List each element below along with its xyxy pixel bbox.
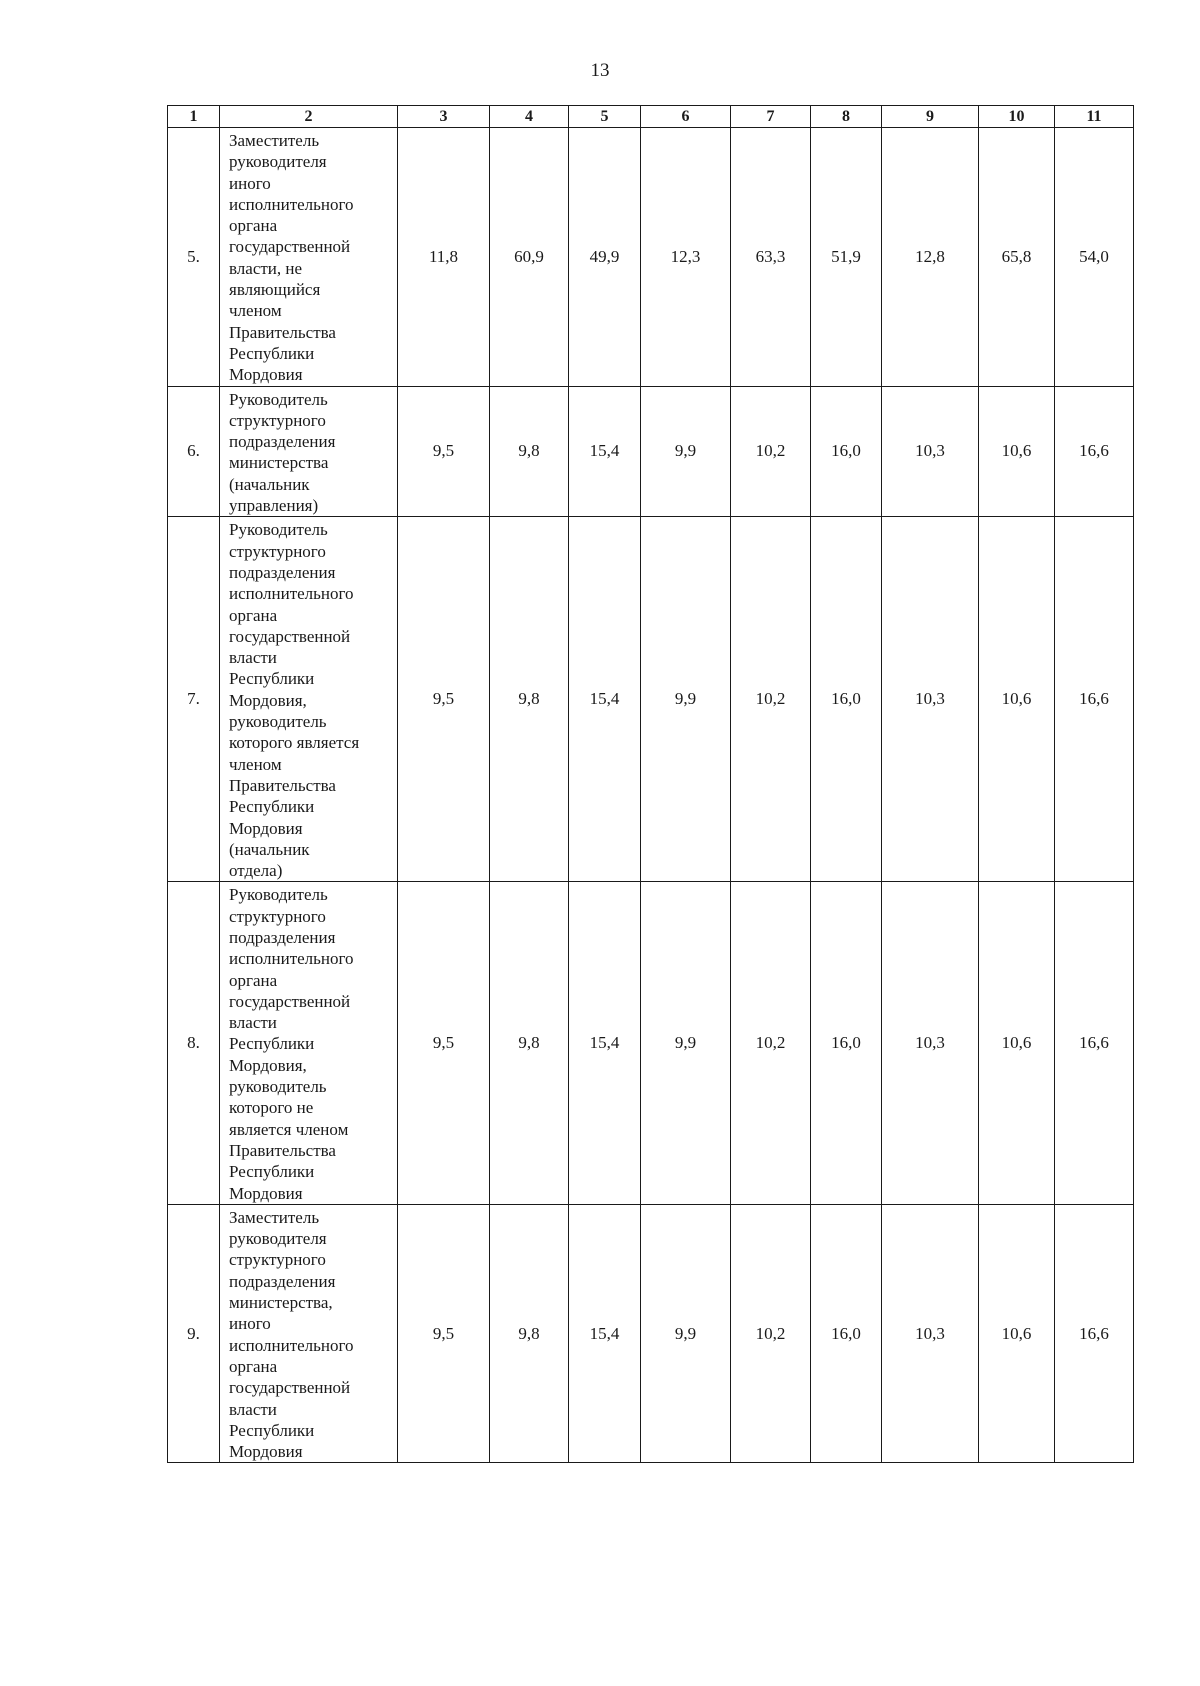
column-header: 10 <box>979 106 1055 128</box>
table-row <box>168 128 1134 387</box>
position-title-line: Правительства <box>229 322 336 342</box>
table-row <box>168 882 1134 1204</box>
position-title-line: Мордовия <box>229 365 303 385</box>
value-cell: 54,0 <box>1055 128 1134 387</box>
position-title-line: Республики <box>229 669 315 689</box>
position-title-line: руководителя <box>229 1229 327 1249</box>
column-header: 4 <box>490 106 569 128</box>
table-row <box>168 517 1134 882</box>
position-title-line: которого является <box>229 733 360 753</box>
position-title-line: структурного <box>229 541 326 561</box>
position-title-line: являющийся <box>229 280 321 300</box>
column-header: 8 <box>811 106 882 128</box>
value-cell: 10,2 <box>731 1204 811 1463</box>
value-cell: 16,6 <box>1055 517 1134 882</box>
value-cell: 9,5 <box>398 517 490 882</box>
position-title-line: Мордовия <box>229 1183 303 1203</box>
value-cell: 10,2 <box>731 386 811 517</box>
position-title-line: которого не <box>229 1098 314 1118</box>
value-cell: 9,9 <box>641 386 731 517</box>
position-title-line: Руководитель <box>229 885 328 905</box>
value-cell: 10,3 <box>882 517 979 882</box>
position-title-line: подразделения <box>229 1271 336 1291</box>
value-cell: 9,8 <box>490 1204 569 1463</box>
position-title-line: органа <box>229 605 278 625</box>
table-row <box>168 386 1134 517</box>
value-cell: 15,4 <box>569 386 641 517</box>
position-title-line: Республики <box>229 343 315 363</box>
value-cell: 16,6 <box>1055 882 1134 1204</box>
value-cell: 63,3 <box>731 128 811 387</box>
value-cell: 9,8 <box>490 517 569 882</box>
value-cell: 49,9 <box>569 128 641 387</box>
position-title-line: иного <box>229 173 271 193</box>
position-title-line: структурного <box>229 906 326 926</box>
position-title-line: государственной <box>229 237 351 257</box>
value-cell: 9,9 <box>641 517 731 882</box>
salary-table <box>167 105 1134 1463</box>
position-title <box>220 128 398 387</box>
position-title-line: руководитель <box>229 1077 327 1097</box>
row-number: 9. <box>168 1204 220 1463</box>
position-title-line: Руководитель <box>229 520 328 540</box>
position-title-line: Мордовия <box>229 1442 303 1462</box>
value-cell: 16,6 <box>1055 1204 1134 1463</box>
position-title-line: Правительства <box>229 1140 336 1160</box>
header-row <box>168 106 1134 128</box>
position-title-line: подразделения <box>229 432 336 452</box>
position-title-line: подразделения <box>229 562 336 582</box>
position-title-line: государственной <box>229 626 351 646</box>
position-title-line: подразделения <box>229 927 336 947</box>
column-header: 11 <box>1055 106 1134 128</box>
position-title <box>220 882 398 1204</box>
position-title-line: руководитель <box>229 712 327 732</box>
value-cell: 9,8 <box>490 386 569 517</box>
position-title-line: министерства <box>229 453 329 473</box>
value-cell: 12,8 <box>882 128 979 387</box>
position-title-line: министерства, <box>229 1293 333 1313</box>
position-title-line: органа <box>229 970 278 990</box>
value-cell: 16,0 <box>811 517 882 882</box>
value-cell: 10,3 <box>882 386 979 517</box>
position-title-line: государственной <box>229 991 351 1011</box>
position-title <box>220 1204 398 1463</box>
position-title-line: власти <box>229 1013 277 1033</box>
position-title-line: органа <box>229 216 278 236</box>
value-cell: 9,8 <box>490 882 569 1204</box>
position-title-line: исполнительного <box>229 194 354 214</box>
value-cell: 10,6 <box>979 882 1055 1204</box>
position-title-line: Мордовия <box>229 818 303 838</box>
position-title-line: Заместитель <box>229 131 320 150</box>
position-title-line: отдела) <box>229 861 283 881</box>
position-title-line: власти <box>229 1399 277 1419</box>
position-title-line: исполнительного <box>229 584 354 604</box>
value-cell: 10,2 <box>731 882 811 1204</box>
column-header: 9 <box>882 106 979 128</box>
row-number: 7. <box>168 517 220 882</box>
value-cell: 12,3 <box>641 128 731 387</box>
value-cell: 10,6 <box>979 517 1055 882</box>
column-header: 5 <box>569 106 641 128</box>
value-cell: 9,5 <box>398 1204 490 1463</box>
column-header: 6 <box>641 106 731 128</box>
value-cell: 16,0 <box>811 1204 882 1463</box>
column-header: 2 <box>220 106 398 128</box>
position-title-line: Руководитель <box>229 389 328 409</box>
position-title-line: исполнительного <box>229 949 354 969</box>
value-cell: 10,6 <box>979 1204 1055 1463</box>
value-cell: 10,3 <box>882 1204 979 1463</box>
value-cell: 9,9 <box>641 1204 731 1463</box>
value-cell: 51,9 <box>811 128 882 387</box>
position-title-line: Мордовия, <box>229 690 307 710</box>
row-number: 5. <box>168 128 220 387</box>
page-number: 13 <box>590 60 610 81</box>
column-header: 3 <box>398 106 490 128</box>
value-cell: 16,0 <box>811 386 882 517</box>
position-title-line: государственной <box>229 1378 351 1398</box>
position-title-line: Республики <box>229 1162 315 1182</box>
value-cell: 10,6 <box>979 386 1055 517</box>
row-number: 8. <box>168 882 220 1204</box>
position-title-line: Заместитель <box>229 1207 320 1227</box>
column-header: 7 <box>731 106 811 128</box>
value-cell: 15,4 <box>569 1204 641 1463</box>
position-title-line: органа <box>229 1356 278 1376</box>
position-title-line: Республики <box>229 1420 315 1440</box>
value-cell: 9,5 <box>398 386 490 517</box>
value-cell: 10,3 <box>882 882 979 1204</box>
position-title-line: руководителя <box>229 152 327 172</box>
position-title <box>220 386 398 517</box>
position-title-line: иного <box>229 1314 271 1334</box>
position-title-line: Республики <box>229 1034 315 1054</box>
position-title <box>220 517 398 882</box>
value-cell: 16,6 <box>1055 386 1134 517</box>
position-title-line: структурного <box>229 1250 326 1270</box>
value-cell: 10,2 <box>731 517 811 882</box>
table-row <box>168 1204 1134 1463</box>
value-cell: 15,4 <box>569 517 641 882</box>
value-cell: 11,8 <box>398 128 490 387</box>
position-title-line: (начальник <box>229 839 310 859</box>
position-title-line: Правительства <box>229 775 336 795</box>
value-cell: 65,8 <box>979 128 1055 387</box>
position-title-line: структурного <box>229 410 326 430</box>
position-title-line: Республики <box>229 797 315 817</box>
value-cell: 9,5 <box>398 882 490 1204</box>
position-title-line: власти, не <box>229 258 303 278</box>
position-title-line: исполнительного <box>229 1335 354 1355</box>
value-cell: 9,9 <box>641 882 731 1204</box>
value-cell: 15,4 <box>569 882 641 1204</box>
position-title-line: членом <box>229 301 282 321</box>
position-title-line: управления) <box>229 496 319 516</box>
position-title-line: власти <box>229 648 277 668</box>
value-cell: 60,9 <box>490 128 569 387</box>
position-title-line: является членом <box>229 1119 349 1139</box>
position-title-line: Мордовия, <box>229 1055 307 1075</box>
value-cell: 16,0 <box>811 882 882 1204</box>
position-title-line: членом <box>229 754 282 774</box>
row-number: 6. <box>168 386 220 517</box>
position-title-line: (начальник <box>229 474 310 494</box>
column-header: 1 <box>168 106 220 128</box>
